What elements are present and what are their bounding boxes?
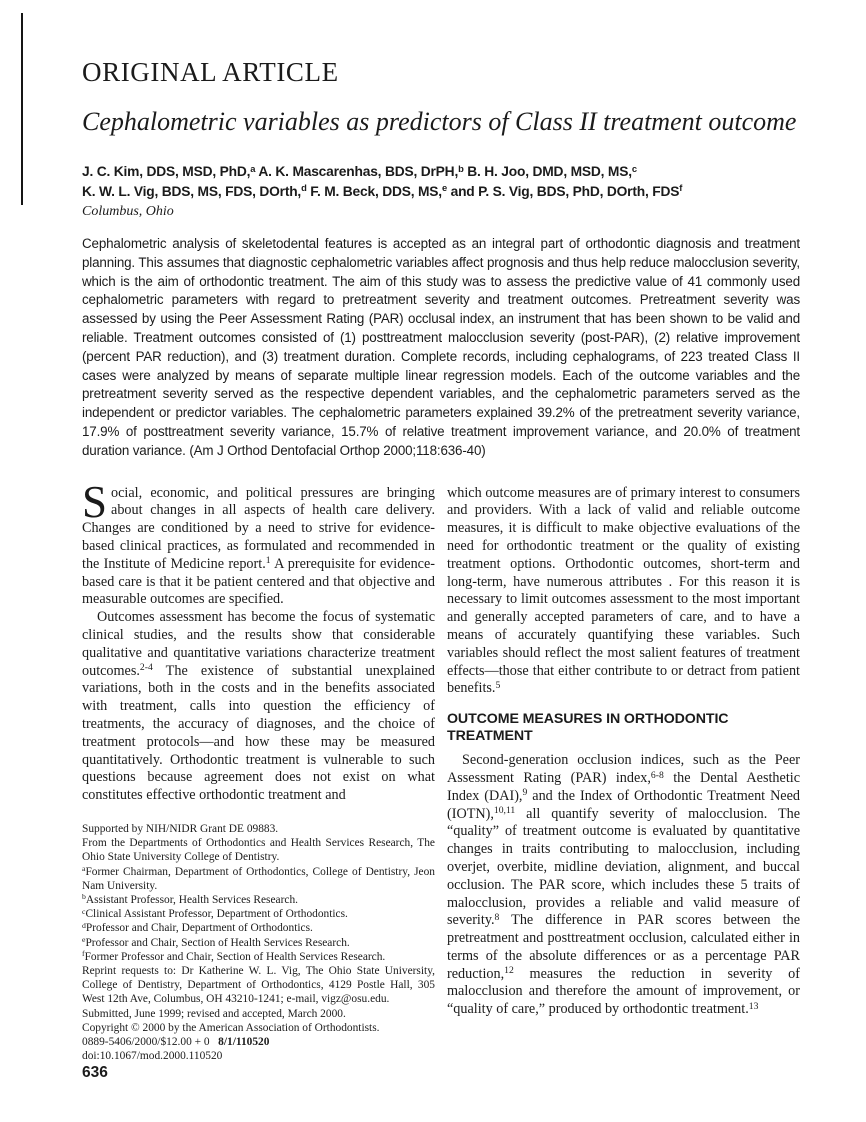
intro-paragraph xyxy=(82,476,435,610)
continuation-paragraph: which outcome measures are of primary interest to consumers and providers. With a lack of valid and reliable outcome measures, it is difficult to make objective evaluations of the need for orthodontic treatment or the quality of existing treatment options. Orthodontic outcomes, short-term and long-term, have numerous attributes . For this reason it is necessary to limit outcomes assessment to the most important and generally accepted parameters of care, and to have a means of accurately quantifying these variables. Such variables should reflect the most salient features of treatment effects—those that either contribute to or detract from patient benefits.$^5$ xyxy=(447,484,800,697)
author-line-2: K. W. L. Vig, BDS, MS, FDS, DOrth,$^d$ F. M. Beck, DDS, MS,$^e$ and P. S. Vig, BDS, PhD, DOrth, FDS$^f$ xyxy=(82,183,683,199)
author-line-1: J. C. Kim, DDS, MSD, PhD,$^a$ A. K. Mascarenhas, BDS, DrPH,$^b$ B. H. Joo, DMD, MSD, MS,$^c$ xyxy=(82,163,637,179)
left-column xyxy=(82,476,435,1064)
author-block xyxy=(82,162,800,201)
intro-paragraph-text: ocial, economic, and political pressures are bringing about changes in all aspects of health care delivery. Changes are conditioned by a need to strive for evidence-based clinical practices, as formulated and recommended in the Institute of Medicine report.$^1$ A prerequisite for evidence-based care is that it be patient centered and that objective and measurable outcomes are specified. xyxy=(82,484,435,608)
footnote-submission-dates: Submitted, June 1999; revised and accepted, March 2000. xyxy=(82,1007,346,1020)
footnote-copyright: Copyright © 2000 by the American Association of Orthodontists. xyxy=(82,1021,380,1034)
footnote-author-c: $^c$Clinical Assistant Professor, Department of Orthodontics. xyxy=(82,906,348,921)
footnote-author-d: $^d$Professor and Chair, Department of Orthodontics. xyxy=(82,920,313,935)
footnote-affiliation: From the Departments of Orthodontics and Health Services Research, The Ohio State University College of Dentistry. xyxy=(82,837,435,864)
indices-paragraph: Second-generation occlusion indices, such as the Peer Assessment Rating (PAR) index,$^{6-8}$ the Dental Aesthetic Index (DAI),$^9$ and the Index of Orthodontic Treatment Need (IOTN),$^{10,11}$ all quantify severity of malocclusion. The “quality” of treatment outcome is evaluated by quantitative changes in traits contributing to malocclusion, including overjet, overbite, midline deviation, alignment, and buccal occlusion. The PAR score, which includes these 5 traits of malocclusion, provides a reliable and valid measure of severity.$^8$ The difference in PAR scores between the pretreatment and posttreatment occlusion, calculated either in terms of the absolute differences or as a percentage PAR reduction,$^{12}$ measures the reduction in severity of malocclusion and therefore the amount of improvement, or “quality of care,” produced by orthodontic treatment.$^{13}$ xyxy=(447,752,800,1018)
page-number: 636 xyxy=(82,1064,108,1081)
footnote-reprint-requests: Reprint requests to: Dr Katherine W. L. Vig, The Ohio State University, College of Dentistry, Department of Orthodontics, 4129 Postle Hall, 305 West 12th Ave, Columbus, OH 43210-1241; e-mail, vigz@osu.edu. xyxy=(82,964,435,1006)
drop-cap: S xyxy=(82,476,108,527)
footnote-author-b: $^b$Assistant Professor, Health Services Research. xyxy=(82,892,298,906)
abstract-section xyxy=(82,235,800,461)
article-kicker: ORIGINAL ARTICLE xyxy=(82,57,339,87)
footnote-support: Supported by NIH/NIDR Grant DE 09883. xyxy=(82,822,279,835)
outcomes-paragraph: Outcomes assessment has become the focus of systematic clinical studies, and the results show that considerable qualitative and quantitative variations characterize treatment outcomes.$^{2-4}$ The existence of substantial unexplained variations, both in the costs and in the benefits associated with treatment, calls into question the efficiency of treatments, the accuracy of diagnoses, and the choice of treatment protocols—and how these may be measured quantitatively. Orthodontic treatment is vulnerable to such questions because agreement does not exist on what constitutes effective orthodontic treatment and xyxy=(82,609,435,804)
article-title: Cephalometric variables as predictors of Class II treatment outcome xyxy=(82,107,797,136)
footnote-author-e: $^e$Professor and Chair, Section of Health Services Research. xyxy=(82,935,350,949)
footnote-author-f: $^f$Former Professor and Chair, Section of Health Services Research. xyxy=(82,949,386,963)
footnote-issn-code: 0889-5406/2000/$12.00 + 0 8/1/110520 xyxy=(82,1035,270,1048)
abstract-text: Cephalometric analysis of skeletodental features is accepted as an integral part of orthodontic diagnosis and treatment planning. This assumes that diagnostic cephalometric variables affect prognosis and thus help reduce malocclusion severity, which is the aim of orthodontic treatment. The aim of this study was to assess the predictive value of 41 commonly used cephalometric parameters with regard to pretreatment severity and treatment outcomes. Pretreatment severity was assessed by using the Peer Assessment Rating (PAR) occlusal index, an instrument that has been shown to be valid and reliable. Treatment outcomes consisted of (1) posttreatment malocclusion severity (post-PAR), (2) relative improvement (percent PAR reduction), and (3) treatment duration. Complete records, including cephalograms, of 223 treated Class II cases were analyzed by means of separate multiple linear regression models. Each of the outcome variables and the pretreatment severity served as the respective dependent variables, and the cephalometric parameters served as the independent or predictor variables. The cephalometric parameters explained 39.2% of the pretreatment severity variance, 17.9% of posttreatment severity variance, 15.7% of relative treatment improvement variance, and 20.0% of treatment duration variance. (Am J Orthod Dentofacial Orthop 2000;118:636-40) xyxy=(82,236,800,458)
footnote-block xyxy=(82,822,435,1063)
body-columns xyxy=(82,476,800,1064)
right-column xyxy=(447,485,800,1064)
section-heading-outcome-measures: OUTCOME MEASURES IN ORTHODONTIC TREATMENT xyxy=(447,711,729,745)
footnote-doi: doi:10.1067/mod.2000.110520 xyxy=(82,1050,223,1063)
footnote-author-a: $^a$Former Chairman, Department of Orthodontics, College of Dentistry, Jeon Nam University. xyxy=(82,864,435,892)
author-location: Columbus, Ohio xyxy=(82,204,174,219)
scan-artifact-line xyxy=(21,13,23,205)
page-content xyxy=(82,0,800,1063)
